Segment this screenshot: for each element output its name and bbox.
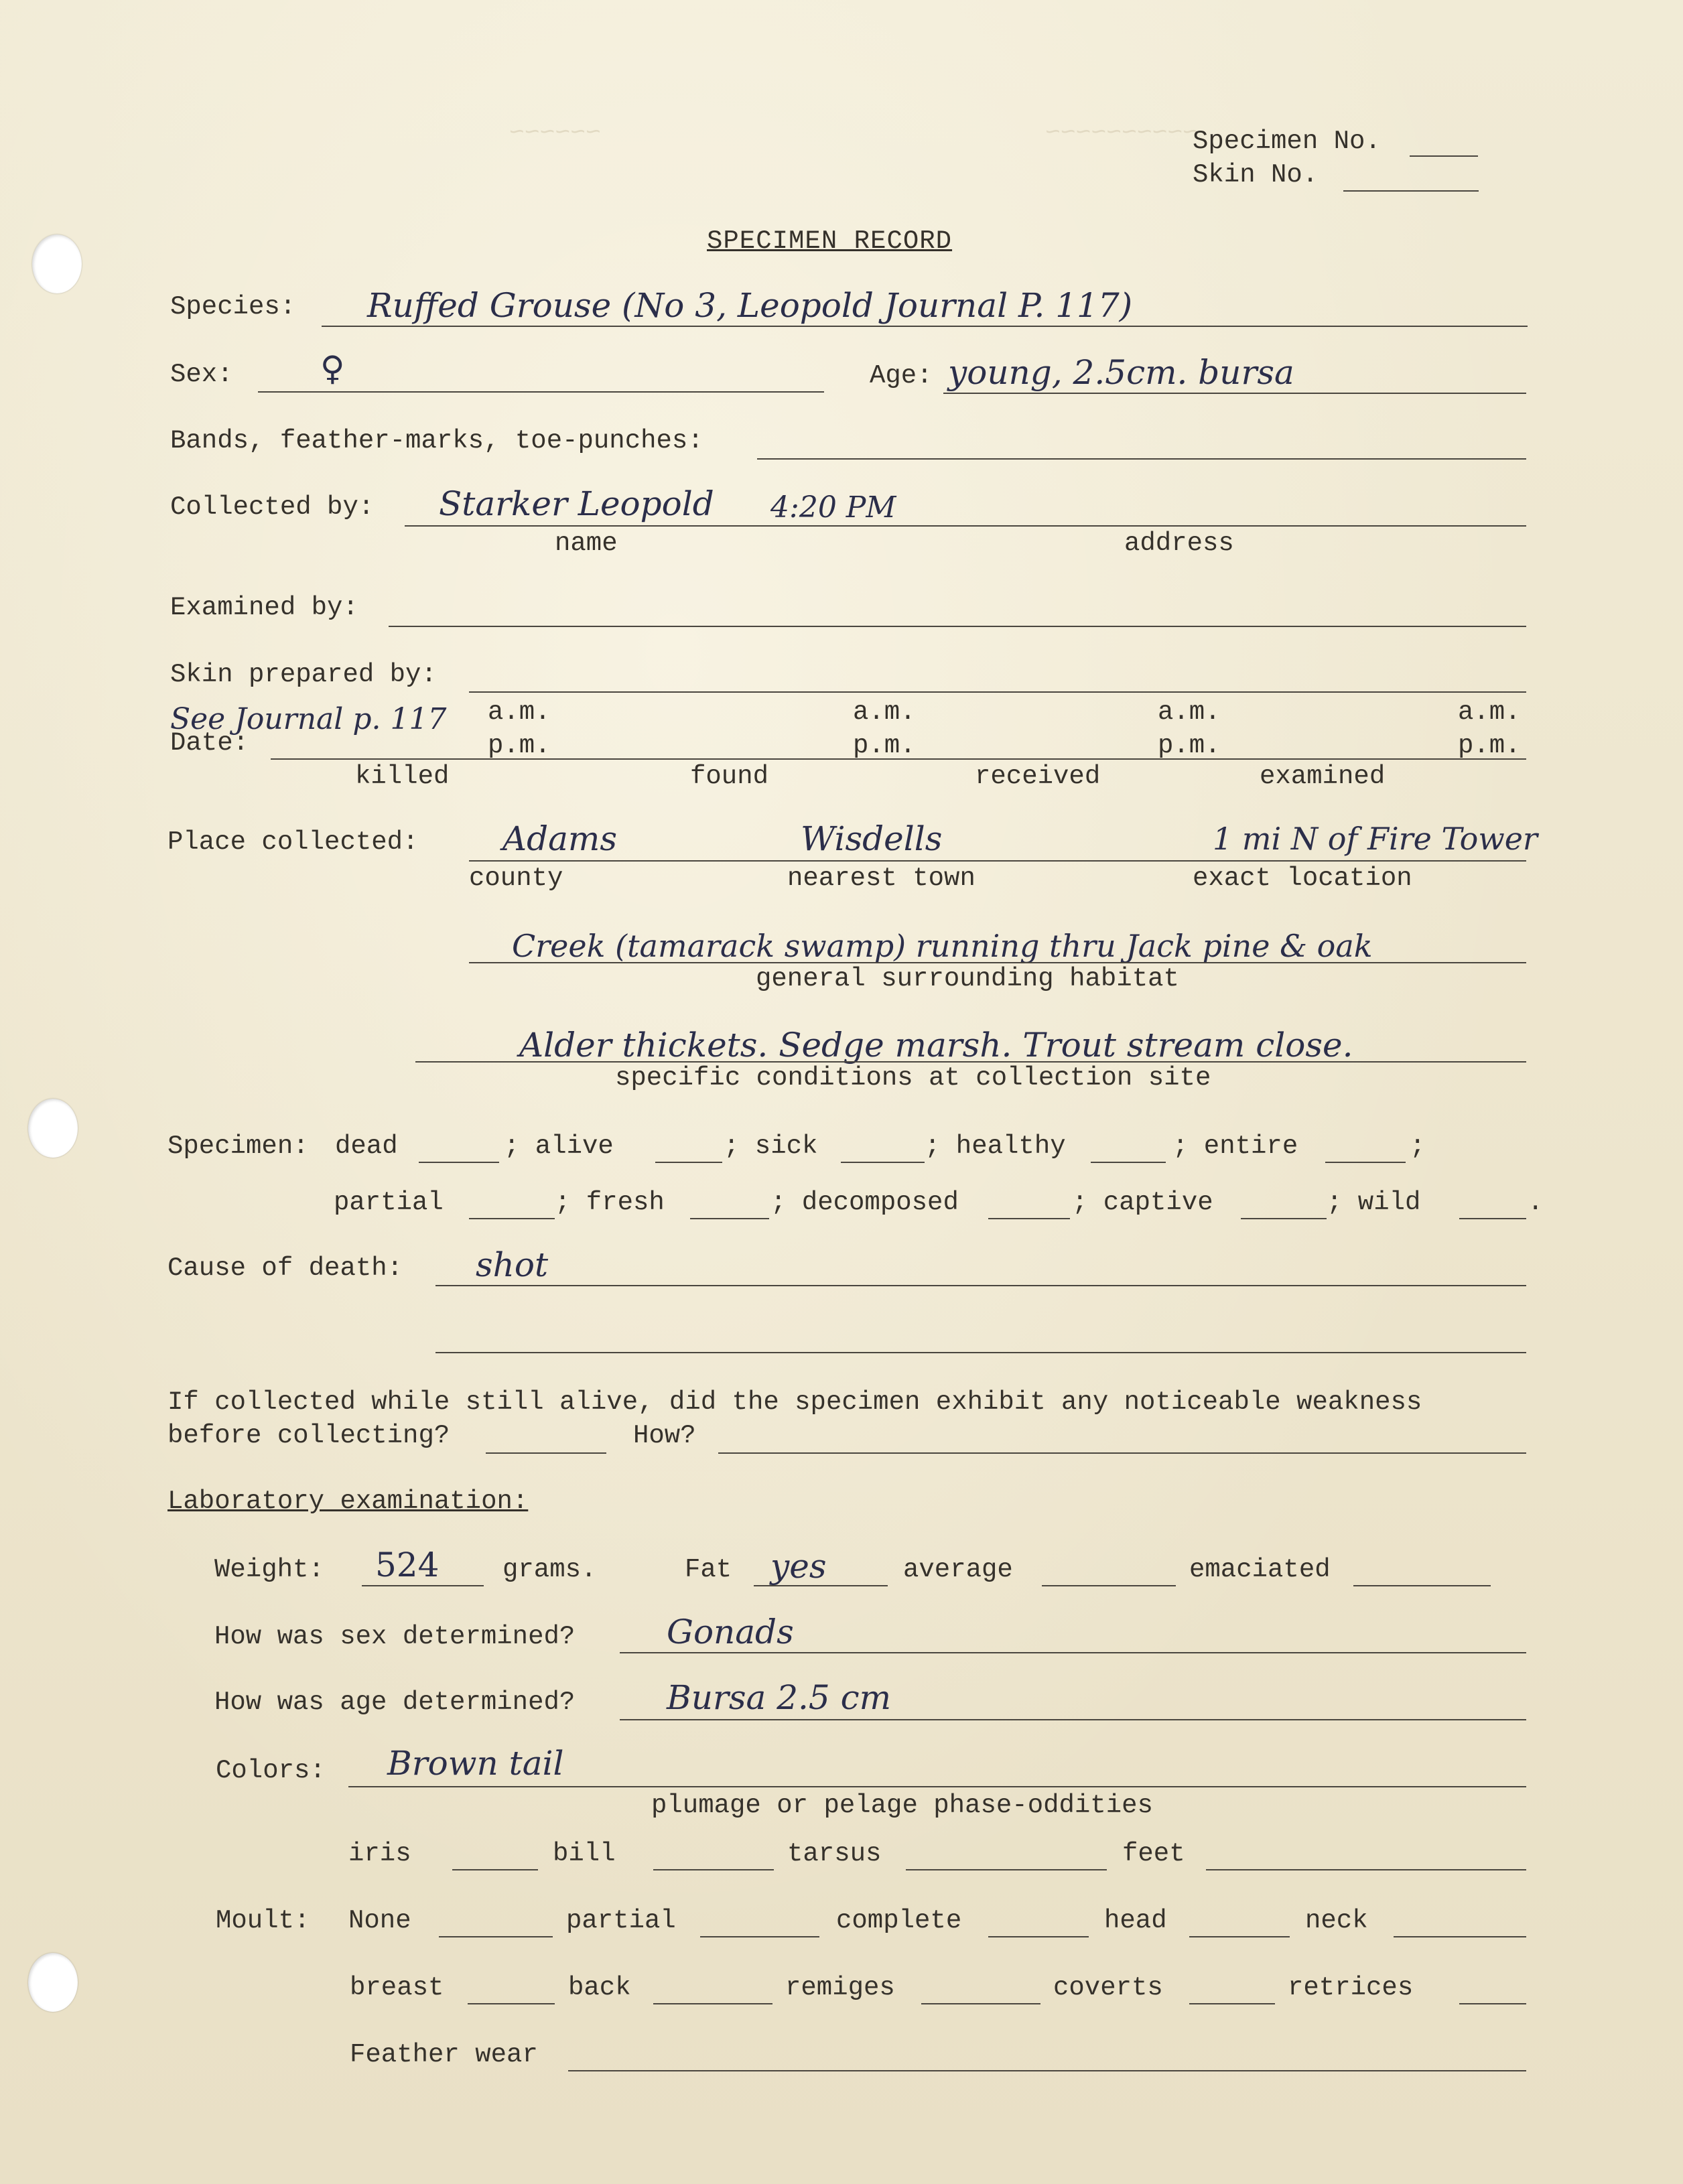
cause-of-death-value: shot — [476, 1245, 549, 1284]
plumage-caption: plumage or pelage phase-oddities — [651, 1791, 1153, 1820]
examined-caption: examined — [1260, 762, 1386, 791]
moult-breast-line — [468, 2003, 555, 2004]
pm-received: p.m. — [1158, 731, 1221, 760]
date-line — [271, 758, 1526, 760]
wild-line — [1459, 1218, 1526, 1219]
wild-label: ; wild — [1327, 1188, 1421, 1217]
healthy-label: ; healthy — [925, 1132, 1066, 1161]
moult-coverts-line — [1189, 2003, 1275, 2004]
colors-line — [348, 1786, 1526, 1787]
moult-complete-label: complete — [836, 1906, 962, 1935]
cause-of-death-label: Cause of death: — [167, 1253, 403, 1283]
feet-line — [1206, 1869, 1526, 1870]
punch-hole-middle — [28, 1099, 78, 1158]
iris-line — [452, 1869, 538, 1870]
healthy-line — [1091, 1162, 1166, 1163]
age-label: Age: — [870, 361, 933, 391]
punch-hole-bottom — [28, 1953, 78, 2012]
wild-period: . — [1528, 1188, 1544, 1217]
tarsus-line — [906, 1869, 1107, 1870]
pm-killed: p.m. — [488, 731, 551, 760]
entire-label: ; entire — [1172, 1132, 1298, 1161]
name-caption: name — [555, 529, 618, 558]
partial-condition-line — [469, 1218, 555, 1219]
weight-value: 524 — [375, 1546, 440, 1584]
bands-line — [757, 458, 1526, 460]
date-note-value: See Journal p. 117 — [170, 702, 447, 736]
before-collecting-line — [486, 1452, 606, 1454]
species-line — [322, 326, 1528, 327]
moult-coverts-label: coverts — [1053, 1973, 1163, 2002]
moult-neck-line — [1394, 1936, 1526, 1937]
location-value: 1 mi N of Fire Tower — [1213, 821, 1538, 857]
specimen-no-label: Specimen No. — [1193, 127, 1381, 156]
alive-label: ; alive — [504, 1132, 614, 1161]
date-label: Date: — [170, 728, 249, 758]
bands-label: Bands, feather-marks, toe-punches: — [170, 426, 703, 456]
town-value: Wisdells — [801, 819, 943, 858]
partial-condition-label: partial — [334, 1188, 444, 1217]
am-found: a.m. — [853, 697, 916, 727]
emaciated-label: emaciated — [1189, 1555, 1331, 1584]
specimen-condition-label: Specimen: — [167, 1132, 309, 1161]
am-killed: a.m. — [488, 697, 551, 727]
location-caption: exact location — [1193, 864, 1412, 893]
moult-partial-line — [700, 1936, 819, 1937]
moult-label: Moult: — [216, 1906, 310, 1935]
laboratory-label: Laboratory examination: — [167, 1487, 529, 1516]
sex-line — [258, 391, 824, 393]
skin-no-line — [1343, 190, 1479, 192]
feet-label: feet — [1122, 1839, 1185, 1868]
age-value: young, 2.5cm. bursa — [948, 353, 1294, 392]
sick-line — [841, 1162, 925, 1163]
county-caption: county — [469, 864, 563, 893]
age-determined-line — [620, 1719, 1526, 1720]
age-line — [943, 393, 1526, 394]
tarsus-label: tarsus — [787, 1839, 882, 1868]
sex-determined-label: How was sex determined? — [214, 1622, 576, 1651]
entire-semicolon: ; — [1410, 1132, 1426, 1161]
moult-none-label: None — [348, 1906, 411, 1935]
place-line — [469, 860, 1526, 862]
alive-question-line2: before collecting? — [167, 1421, 450, 1450]
moult-back-label: back — [568, 1973, 631, 2002]
weight-label: Weight: — [214, 1555, 324, 1584]
fat-line — [754, 1585, 888, 1586]
examined-by-label: Examined by: — [170, 593, 358, 622]
town-caption: nearest town — [787, 864, 975, 893]
iris-label: iris — [348, 1839, 411, 1868]
moult-none-line — [439, 1936, 553, 1937]
moult-neck-label: neck — [1305, 1906, 1368, 1935]
examined-by-line — [389, 626, 1526, 627]
colors-value: Brown tail — [387, 1744, 564, 1783]
moult-back-line — [653, 2003, 772, 2004]
decomposed-line — [988, 1218, 1070, 1219]
bill-line — [653, 1869, 774, 1870]
specimen-no-line — [1410, 155, 1478, 157]
collected-by-label: Collected by: — [170, 492, 375, 522]
moult-remiges-line — [921, 2003, 1040, 2004]
found-caption: found — [690, 762, 769, 791]
feather-wear-label: Feather wear — [350, 2040, 538, 2069]
received-caption: received — [975, 762, 1101, 791]
moult-breast-label: breast — [350, 1973, 444, 2002]
cause-of-death-line-2 — [435, 1352, 1526, 1353]
moult-head-label: head — [1104, 1906, 1167, 1935]
sex-value: ♀ — [320, 349, 345, 388]
address-caption: address — [1124, 529, 1234, 558]
how-label: How? — [633, 1421, 696, 1450]
entire-line — [1325, 1162, 1406, 1163]
sex-label: Sex: — [170, 360, 233, 389]
skin-prepared-label: Skin prepared by: — [170, 660, 437, 689]
conditions-caption: specific conditions at collection site — [615, 1063, 1211, 1093]
average-label: average — [903, 1555, 1013, 1584]
age-determined-value: Bursa 2.5 cm — [667, 1678, 892, 1717]
captive-label: ; captive — [1072, 1188, 1213, 1217]
species-label: Species: — [170, 292, 296, 322]
weight-line — [362, 1585, 484, 1586]
conditions-value: Alder thickets. Sedge marsh. Trout stream close. — [519, 1026, 1353, 1065]
colors-label: Colors: — [216, 1756, 326, 1785]
collected-time-value: 4:20 PM — [770, 490, 896, 525]
age-determined-label: How was age determined? — [214, 1688, 576, 1717]
grams-label: grams. — [502, 1555, 597, 1584]
fresh-label: ; fresh — [555, 1188, 665, 1217]
skin-no-label: Skin No. — [1193, 160, 1319, 190]
page-title: SPECIMEN RECORD — [707, 226, 953, 256]
killed-caption: killed — [355, 762, 450, 791]
moult-remiges-label: remiges — [785, 1973, 895, 2002]
feather-wear-line — [568, 2070, 1526, 2071]
county-value: Adams — [502, 819, 617, 858]
dead-line — [419, 1162, 499, 1163]
am-received: a.m. — [1158, 697, 1221, 727]
bleed-through-mark: ~~~~~~~~~~ — [1045, 119, 1199, 148]
pm-examined: p.m. — [1458, 731, 1521, 760]
pm-found: p.m. — [853, 731, 916, 760]
fat-value: yes — [770, 1547, 827, 1586]
collected-by-value: Starker Leopold — [439, 484, 714, 523]
fat-label: Fat — [685, 1555, 732, 1584]
sick-label: ; sick — [724, 1132, 818, 1161]
moult-head-line — [1189, 1936, 1290, 1937]
punch-hole-top — [32, 234, 82, 293]
collected-by-line — [405, 525, 1526, 527]
species-value: Ruffed Grouse (No 3, Leopold Journal P. 117) — [367, 286, 1133, 325]
emaciated-line — [1353, 1585, 1491, 1586]
bleed-through-mark: ~~~~~~ — [509, 119, 601, 148]
dead-label: dead — [335, 1132, 398, 1161]
fresh-line — [690, 1218, 769, 1219]
moult-retrices-label: retrices — [1288, 1973, 1414, 2002]
average-line — [1042, 1585, 1176, 1586]
moult-complete-line — [988, 1936, 1089, 1937]
alive-line — [655, 1162, 722, 1163]
cause-of-death-line — [435, 1285, 1526, 1286]
sex-determined-line — [620, 1652, 1526, 1653]
skin-prepared-line — [469, 691, 1526, 693]
moult-retrices-line — [1459, 2003, 1526, 2004]
sex-determined-value: Gonads — [667, 1613, 794, 1651]
place-collected-label: Place collected: — [167, 827, 419, 857]
alive-question-line1: If collected while still alive, did the specimen exhibit any noticeable weakness — [167, 1387, 1422, 1417]
habitat-caption: general surrounding habitat — [756, 964, 1179, 994]
bill-label: bill — [553, 1839, 616, 1868]
am-examined: a.m. — [1458, 697, 1521, 727]
how-line — [718, 1452, 1526, 1454]
habitat-value: Creek (tamarack swamp) running thru Jack pine & oak — [512, 928, 1373, 964]
moult-partial-label: partial — [566, 1906, 676, 1935]
decomposed-label: ; decomposed — [770, 1188, 959, 1217]
captive-line — [1241, 1218, 1327, 1219]
